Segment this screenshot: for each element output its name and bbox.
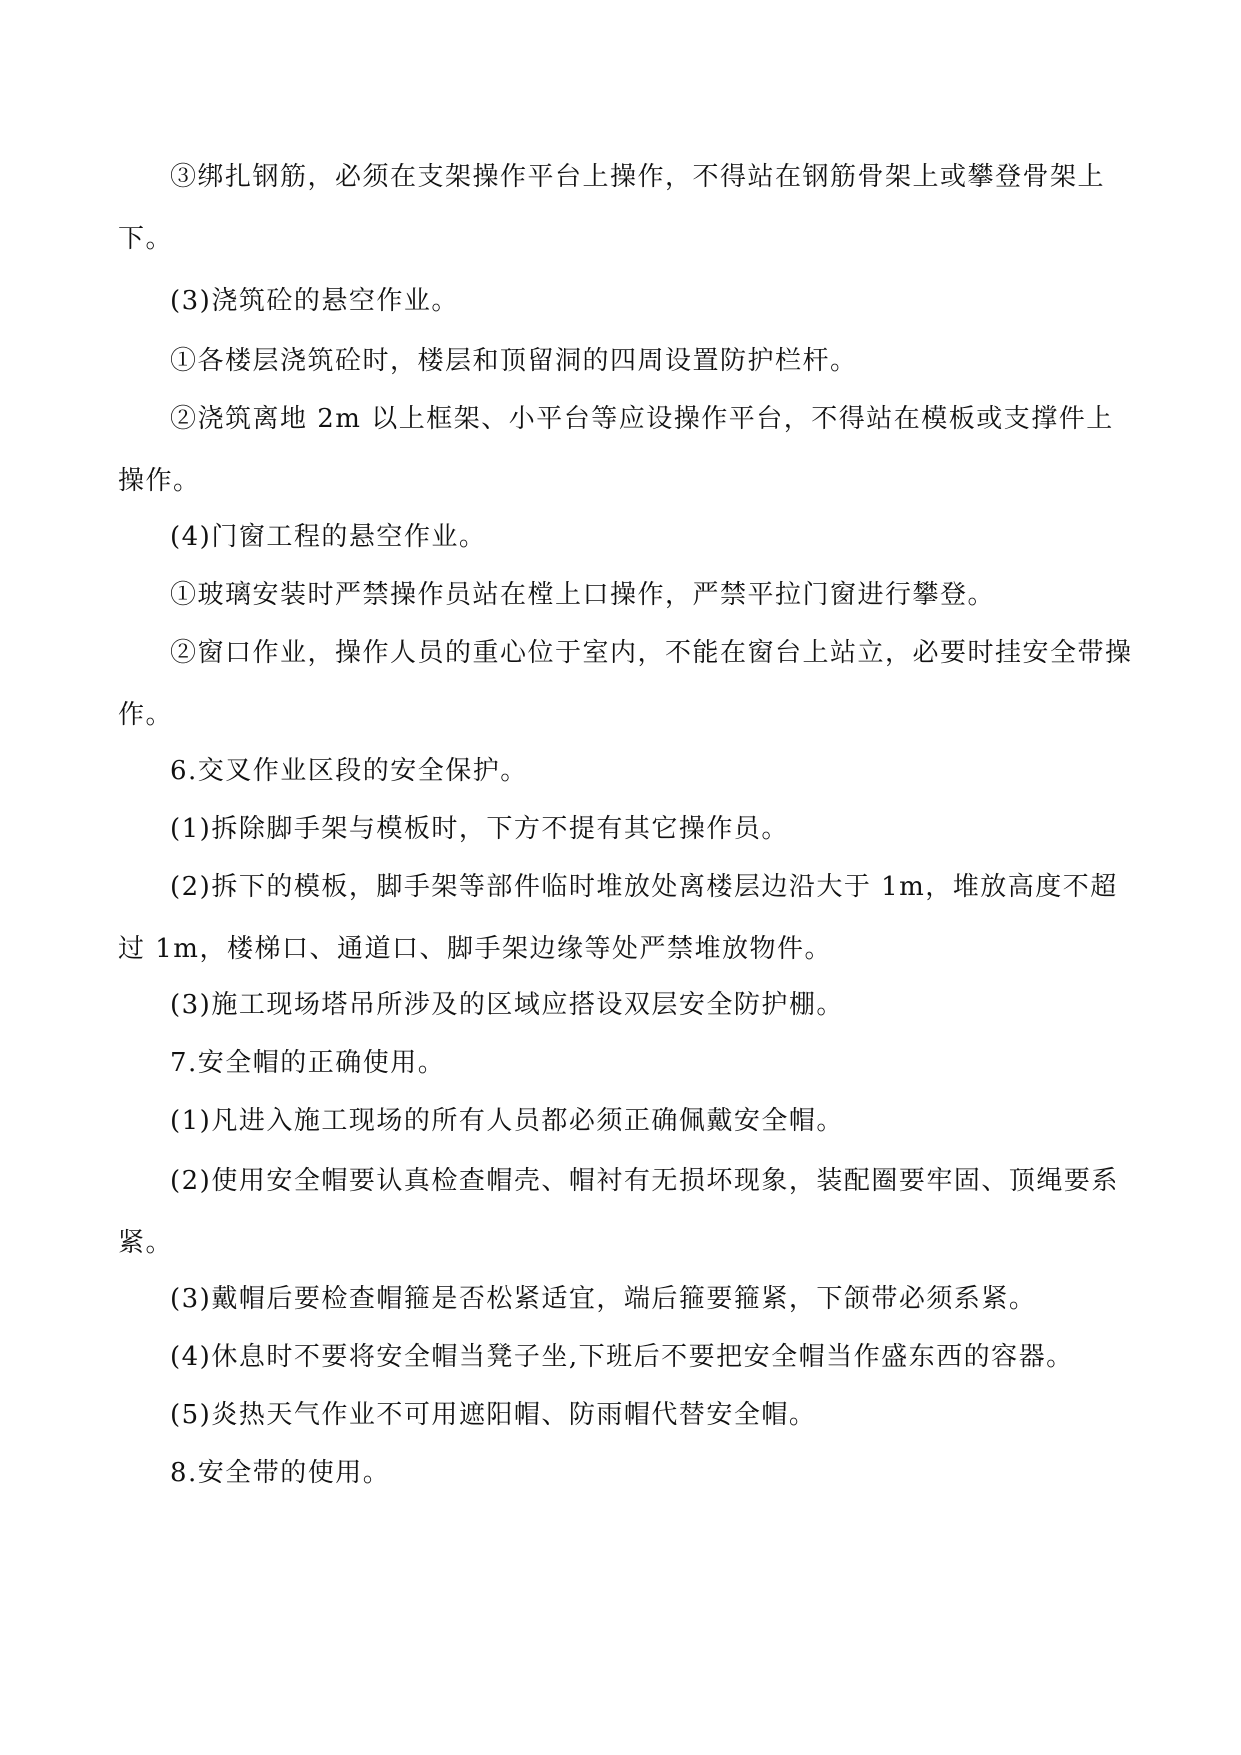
paragraph-rebar-binding	[118, 146, 1138, 270]
paragraph-text: 8.安全带的使用。	[170, 1458, 391, 1488]
paragraph-text: ③绑扎钢筋，必须在支架操作平台上操作，不得站在钢筋骨架上或攀登骨架上下。	[118, 162, 1106, 254]
paragraph-text: 7.安全帽的正确使用。	[170, 1048, 446, 1078]
heading-safety-belt	[118, 1442, 1138, 1504]
paragraph-temporary-stacking	[118, 856, 1138, 980]
paragraph-text: ①各楼层浇筑砼时，楼层和顶留洞的四周设置防护栏杆。	[170, 346, 858, 376]
paragraph-floor-railings	[118, 330, 1138, 392]
paragraph-tower-crane-shed	[118, 974, 1138, 1036]
paragraph-text: ②窗口作业，操作人员的重心位于室内，不能在窗台上站立，必要时挂安全带操作。	[118, 638, 1133, 730]
paragraph-hot-weather	[118, 1384, 1138, 1446]
paragraph-text: (3)施工现场塔吊所涉及的区域应搭设双层安全防护棚。	[170, 990, 844, 1020]
heading-door-window-work	[118, 506, 1138, 568]
paragraph-text: (3)浇筑砼的悬空作业。	[170, 286, 459, 316]
paragraph-glass-installation	[118, 564, 1138, 626]
paragraph-helmet-required	[118, 1090, 1138, 1152]
paragraph-text: ①玻璃安装时严禁操作员站在樘上口操作，严禁平拉门窗进行攀登。	[170, 580, 996, 610]
paragraph-operating-platform	[118, 388, 1138, 512]
paragraph-helmet-misuse	[118, 1326, 1138, 1388]
paragraph-text: (1)凡进入施工现场的所有人员都必须正确佩戴安全帽。	[170, 1106, 844, 1136]
paragraph-text: (1)拆除脚手架与模板时，下方不提有其它操作员。	[170, 814, 789, 844]
paragraph-window-work	[118, 622, 1138, 746]
paragraph-helmet-inspection	[118, 1150, 1138, 1274]
paragraph-text: (4)门窗工程的悬空作业。	[170, 522, 487, 552]
paragraph-helmet-band	[118, 1268, 1138, 1330]
paragraph-text: (4)休息时不要将安全帽当凳子坐,下班后不要把安全帽当作盛东西的容器。	[170, 1342, 1074, 1372]
paragraph-text: 6.交叉作业区段的安全保护。	[170, 756, 528, 786]
heading-cross-operation	[118, 740, 1138, 802]
paragraph-text: (5)炎热天气作业不可用遮阳帽、防雨帽代替安全帽。	[170, 1400, 817, 1430]
paragraph-text: (2)使用安全帽要认真检查帽壳、帽衬有无损坏现象，装配圈要牢固、顶绳要系紧。	[118, 1166, 1119, 1258]
paragraph-text: ②浇筑离地 2m 以上框架、小平台等应设操作平台，不得站在模板或支撑件上操作。	[118, 404, 1114, 496]
paragraph-text: (3)戴帽后要检查帽箍是否松紧适宜，端后箍要箍紧，下颌带必须系紧。	[170, 1284, 1037, 1314]
heading-concrete-pouring	[118, 270, 1138, 332]
heading-safety-helmet	[118, 1032, 1138, 1094]
paragraph-text: (2)拆下的模板，脚手架等部件临时堆放处离楼层边沿大于 1m，堆放高度不超过 1m，楼梯口、通道口、脚手架边缘等处严禁堆放物件。	[118, 872, 1118, 964]
paragraph-scaffold-removal	[118, 798, 1138, 860]
